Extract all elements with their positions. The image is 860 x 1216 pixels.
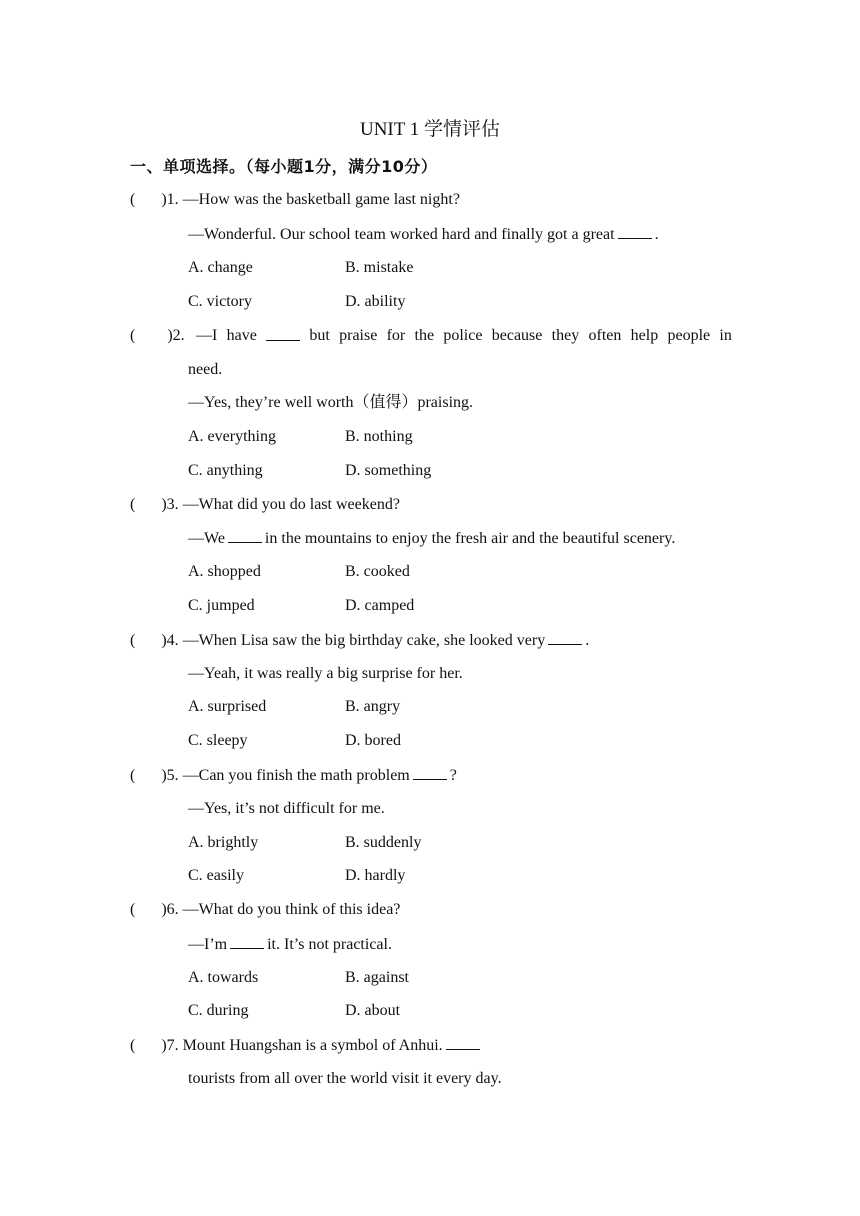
question-number: 6. <box>166 901 179 918</box>
option-c[interactable]: C. jumped <box>188 597 255 614</box>
option-d[interactable]: D. bored <box>345 732 401 749</box>
fill-blank[interactable] <box>228 528 262 543</box>
option-b[interactable]: B. cooked <box>345 563 410 580</box>
question-number: 7. <box>166 1037 179 1054</box>
fill-blank[interactable] <box>230 934 264 949</box>
option-a[interactable]: A. change <box>188 259 253 276</box>
question-7: ( )7. Mount Huangshan is a symbol of Anhui. <box>130 1035 483 1056</box>
answer-paren[interactable]: ( <box>130 1037 136 1054</box>
option-c[interactable]: C. easily <box>188 867 244 884</box>
question-text: —How was the basketball game last night? <box>182 191 460 208</box>
page-title: UNIT 1 学情评估 <box>359 119 501 140</box>
fill-blank[interactable] <box>618 224 652 239</box>
option-c[interactable]: C. during <box>188 1002 249 1019</box>
option-a[interactable]: A. towards <box>188 969 259 986</box>
question-2-paren: ( )2. <box>130 327 185 344</box>
option-b[interactable]: B. mistake <box>345 259 414 276</box>
option-a[interactable]: A. surprised <box>188 698 267 715</box>
question-1: ( )1. —How was the basketball game last night? <box>130 191 460 208</box>
answer-paren[interactable]: ( <box>130 191 136 208</box>
option-b[interactable]: B. against <box>345 969 409 986</box>
option-d[interactable]: D. something <box>345 462 432 479</box>
question-number: 4. <box>166 632 179 649</box>
question-6: ( )6. —What do you think of this idea? <box>130 901 401 918</box>
answer-paren[interactable]: ( <box>130 496 136 513</box>
question-2-text: —I have but praise for the police because they often help people in <box>196 327 732 344</box>
fill-blank[interactable] <box>266 326 300 341</box>
answer-line: —Yes, they’re well worth（值得）praising. <box>188 394 474 411</box>
fill-blank[interactable] <box>446 1035 480 1050</box>
question-number: 1. <box>166 191 179 208</box>
option-d[interactable]: D. ability <box>345 293 406 310</box>
answer-line: —I’m it. It’s not practical. <box>188 936 392 953</box>
question-text-cont: tourists from all over the world visit it every day. <box>188 1070 502 1087</box>
question-number: 3. <box>166 496 179 513</box>
option-d[interactable]: D. about <box>345 1002 401 1019</box>
option-c[interactable]: C. anything <box>188 462 263 479</box>
answer-paren[interactable]: ( <box>130 327 136 344</box>
question-text: —What do you think of this idea? <box>182 901 401 918</box>
question-text: —What did you do last weekend? <box>182 496 400 513</box>
answer-line: —Yeah, it was really a big surprise for her. <box>188 665 463 682</box>
option-d[interactable]: D. camped <box>345 597 415 614</box>
question-4: ( )4. —When Lisa saw the big birthday cake, she looked very . <box>130 632 590 649</box>
question-5: ( )5. —Can you finish the math problem ? <box>130 767 457 784</box>
option-c[interactable]: C. sleepy <box>188 732 248 749</box>
question-text-cont: need. <box>188 361 223 378</box>
answer-paren[interactable]: ( <box>130 767 136 784</box>
answer-line: —We in the mountains to enjoy the fresh air and the beautiful scenery. <box>188 530 676 547</box>
question-number: 5. <box>166 767 179 784</box>
fill-blank[interactable] <box>548 630 582 645</box>
answer-paren[interactable]: ( <box>130 632 136 649</box>
fill-blank[interactable] <box>413 765 447 780</box>
answer-paren[interactable]: ( <box>130 901 136 918</box>
option-d[interactable]: D. hardly <box>345 867 406 884</box>
question-number: 2. <box>172 327 185 344</box>
question-3: ( )3. —What did you do last weekend? <box>130 496 400 513</box>
option-c[interactable]: C. victory <box>188 293 252 310</box>
option-b[interactable]: B. nothing <box>345 428 413 445</box>
answer-line: —Yes, it’s not difficult for me. <box>188 800 385 817</box>
option-a[interactable]: A. brightly <box>188 834 259 851</box>
section-heading: 一、单项选择。（每小题1分，满分10分） <box>130 157 438 176</box>
option-a[interactable]: A. everything <box>188 428 276 445</box>
option-a[interactable]: A. shopped <box>188 563 261 580</box>
answer-line: —Wonderful. Our school team worked hard and finally got a great . <box>188 226 659 243</box>
option-b[interactable]: B. angry <box>345 698 401 715</box>
option-b[interactable]: B. suddenly <box>345 834 422 851</box>
